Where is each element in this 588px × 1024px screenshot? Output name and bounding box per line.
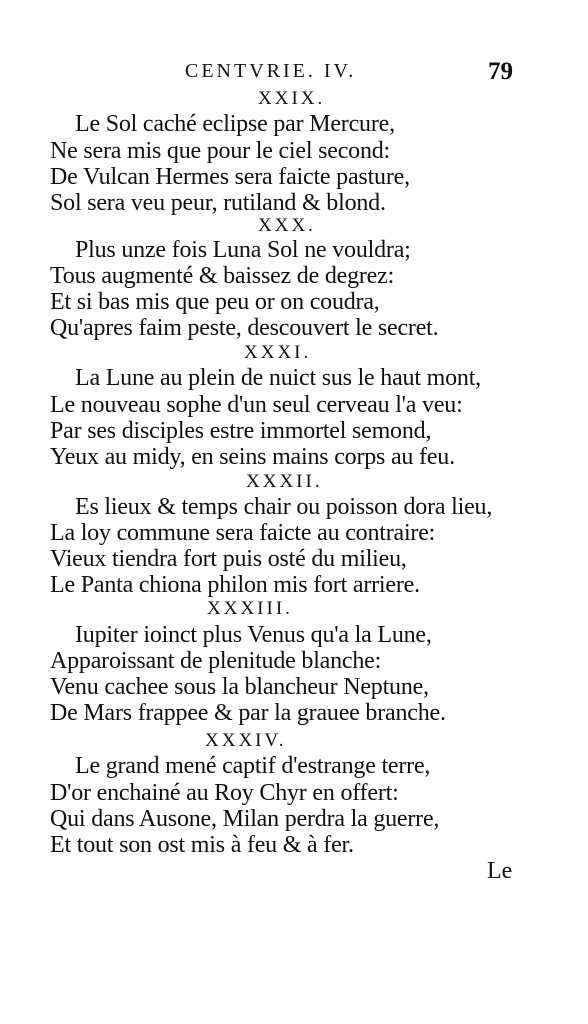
verse-line: Ne sera mis que pour le ciel second:	[50, 138, 391, 164]
verse-line: Iupiter ioinct plus Venus qu'a la Lune,	[75, 622, 432, 648]
page-number: 79	[488, 58, 513, 85]
verse-line: Vieux tiendra fort puis osté du milieu,	[50, 546, 407, 572]
verse-line: D'or enchainé au Roy Chyr en offert:	[50, 780, 399, 806]
quatrain-number: XXXIV.	[205, 730, 287, 751]
catchword: Le	[487, 858, 513, 884]
verse-line: La Lune au plein de nuict sus le haut mont,	[75, 365, 481, 391]
verse-line: Es lieux & temps chair ou poisson dora lieu,	[75, 494, 493, 520]
verse-line: Le nouveau sophe d'un seul cerveau l'a veu:	[50, 392, 463, 418]
verse-line: De Vulcan Hermes sera faicte pasture,	[50, 164, 410, 190]
verse-line: Le Panta chiona philon mis fort arriere.	[50, 572, 420, 598]
verse-line: Le grand mené captif d'estrange terre,	[75, 753, 431, 779]
verse-line: Qui dans Ausone, Milan perdra la guerre,	[50, 806, 440, 832]
running-head: CENTVRIE. IV.	[185, 60, 357, 82]
verse-line: Plus unze fois Luna Sol ne vouldra;	[75, 237, 411, 263]
quatrain-number: XXXIII.	[207, 598, 293, 619]
verse-line: Le Sol caché eclipse par Mercure,	[75, 111, 395, 137]
verse-line: Yeux au midy, en seins mains corps au feu.	[50, 444, 455, 470]
quatrain-number: XXIX.	[258, 88, 326, 109]
verse-line: De Mars frappee & par la grauee branche.	[50, 700, 446, 726]
verse-line: Apparoissant de plenitude blanche:	[50, 648, 382, 674]
verse-line: Qu'apres faim peste, descouvert le secret.	[50, 315, 439, 341]
quatrain-number: XXXII.	[246, 471, 323, 492]
verse-line: Et si bas mis que peu or on coudra,	[50, 289, 380, 315]
verse-line: La loy commune sera faicte au contraire:	[50, 520, 436, 546]
verse-line: Sol sera veu peur, rutiland & blond.	[50, 190, 386, 216]
verse-line: Et tout son ost mis à feu & à fer.	[50, 832, 354, 858]
quatrain-number: XXXI.	[244, 342, 312, 363]
verse-line: Par ses disciples estre immortel semond,	[50, 418, 432, 444]
verse-line: Tous augmenté & baissez de degrez:	[50, 263, 395, 289]
verse-line: Venu cachee sous la blancheur Neptune,	[50, 674, 429, 700]
quatrain-number: XXX.	[258, 215, 316, 236]
